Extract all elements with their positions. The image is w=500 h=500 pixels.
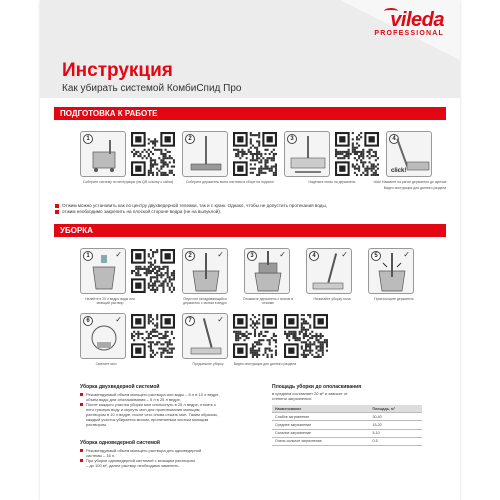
one-bucket-text: [80, 448, 280, 468]
area-line: в среднем составляет 20 м² и зависит от: [272, 391, 348, 396]
page-title: Инструкция: [62, 60, 173, 81]
clean-step-5: [368, 248, 414, 294]
table-row: [272, 437, 422, 445]
logo-sub: PROFESSIONAL: [374, 30, 444, 37]
two-bucket-heading: Уборка двухведерной системой: [80, 384, 160, 390]
clean-step-6-caption: Смените моп: [95, 362, 117, 366]
wringer-icon: [245, 249, 290, 294]
prep-note-line-1: Отжим можно установить как по центру двухведерной тележки, так и с краю. Однако, чтобы не допустить протекания воды,: [62, 203, 328, 208]
table-cell: 5-10: [369, 429, 422, 437]
clean-step-4: [306, 248, 352, 294]
page-subtitle: Как убирать системой КомбиСпид Про: [62, 83, 242, 94]
floor-mop-icon: [307, 249, 352, 294]
prep-step-4-caption: click! Нажмите на рычаг держателя до щелчка: [373, 180, 447, 184]
one-bucket-heading: Уборка одноведерной системой: [80, 440, 160, 446]
step-number: 4: [389, 134, 399, 144]
one-bucket-line: – до 100 м², далее раствор необходимо заменить.: [86, 463, 180, 468]
svg-text:click!: click!: [391, 168, 407, 174]
table-cell: Очень сильное загрязнение: [272, 437, 369, 445]
step-number: 5: [371, 251, 381, 261]
clean-qr-1: [131, 314, 175, 358]
step-number: 2: [185, 134, 195, 144]
one-bucket-line: системы – 16 л.: [86, 453, 116, 458]
check-icon: ✓: [217, 250, 224, 259]
instruction-sheet: [40, 0, 460, 500]
clean-video-caption: Видео инструкция для данного раздела: [233, 362, 297, 366]
prep-step-2-qr: [233, 132, 277, 176]
change-mop-icon: [81, 314, 126, 359]
table-cell: 15-20: [369, 421, 422, 429]
table-row: [272, 421, 422, 429]
two-bucket-line: раствором в 10 л ведре, после чего снова отжать моп. Таким образом,: [86, 412, 218, 417]
prep-step-1-qr: [131, 132, 175, 176]
area-table: [272, 405, 422, 446]
table-cell: 30-40: [369, 413, 422, 421]
prep-note-line-2: отжим необходимо закрепить на плоской стороне ведра (не на выпуклой).: [62, 209, 222, 214]
check-icon: ✓: [403, 250, 410, 259]
clean-qr-2: [233, 314, 277, 358]
prep-step-4: [386, 131, 432, 177]
area-text: [272, 391, 432, 401]
step-number: 3: [287, 134, 297, 144]
check-icon: ✓: [217, 315, 224, 324]
check-icon: ✓: [279, 250, 286, 259]
table-cell: Среднее загрязнение: [272, 421, 369, 429]
area-heading: Площадь уборки до ополаскивания: [272, 384, 362, 390]
step-number: 1: [83, 134, 93, 144]
two-bucket-line: Рекомендуемый объем моющего раствора или воды – 8 л в 10 л ведре,: [80, 392, 280, 397]
section-cleaning-bar: УБОРКА: [54, 224, 446, 237]
clean-step-2-caption: Опустите складывающийся держатель с мопом в ведро: [183, 297, 227, 305]
logo-swoosh-icon: [384, 8, 398, 14]
one-bucket-line: Рекомендуемый объем моющего раствора для одноведерной: [80, 448, 280, 453]
area-line: степени загрязнения:: [272, 396, 312, 401]
prep-step-3-caption: Наденьте мопы на держатель: [308, 180, 356, 184]
step-number: 4: [309, 251, 319, 261]
step-number: 3: [247, 251, 257, 261]
two-bucket-line: раствором.: [86, 422, 107, 427]
prep-step-1: [80, 131, 126, 177]
trolley-icon: [81, 132, 126, 177]
check-icon: ✓: [341, 250, 348, 259]
prep-step-3-qr: [335, 132, 379, 176]
clean-step-5-caption: Прополощите держатель: [374, 297, 414, 301]
prep-step-2: [182, 131, 228, 177]
clean-step-1-caption: Налейте в 25 л ведро воды или моющий раствор: [85, 297, 135, 305]
prep-step-2-caption: Соберите держатель мопа системы в сборе на подносе: [186, 180, 274, 184]
col-name: Наименование: [272, 405, 369, 413]
one-bucket-line: При уборке одноведерной системой с моющим раствором: [80, 458, 280, 463]
mop-holder-icon: [183, 132, 228, 177]
two-bucket-line: каждый участок убирается мопом, пропитанным чистым моющим: [86, 417, 209, 422]
two-bucket-line: него грязную воду и окунуть моп для пропитывания моющим: [86, 407, 200, 412]
bucket-icon: [81, 249, 126, 294]
click-lever-icon: [387, 132, 432, 177]
clean-step-1-qr: [131, 249, 175, 293]
section-prep-bar: ПОДГОТОВКА К РАБОТЕ: [54, 107, 446, 120]
two-bucket-line: После каждого участка уборки моп ополоснуть в 25 л ведре, отжать с: [80, 402, 280, 407]
table-row: [272, 413, 422, 421]
two-bucket-text: [80, 392, 280, 427]
two-bucket-line: объем воды для ополаскивания – 5 л в 25 л ведре.: [86, 397, 182, 402]
mop-pad-icon: [285, 132, 330, 177]
rinse-icon: [369, 249, 414, 294]
table-cell: Сильное загрязнение: [272, 429, 369, 437]
col-area: Площадь, м²: [369, 405, 422, 413]
clean-step-6: [80, 313, 126, 359]
table-cell: 0-5: [369, 437, 422, 445]
table-cell: Слабое загрязнение: [272, 413, 369, 421]
clean-step-4-caption: Начинайте уборку пола: [313, 297, 351, 301]
clean-step-1: [80, 248, 126, 294]
clean-step-7: [182, 313, 228, 359]
clean-step-2: [182, 248, 228, 294]
vileda-logo: [374, 10, 444, 38]
clean-step-3: [244, 248, 290, 294]
prep-step-1-caption: Соберите систему по инструкции (см QR-ссылку с сайта): [82, 180, 174, 184]
table-header-row: [272, 405, 422, 413]
clean-step-3-caption: Отожмите держатель с мопом в отжиме: [242, 297, 294, 305]
logo-brand: vileda: [390, 9, 444, 31]
step-number: 2: [185, 251, 195, 261]
clean-qr-3: [284, 314, 328, 358]
step-number: 6: [83, 316, 93, 326]
prep-step-3: [284, 131, 330, 177]
check-icon: ✓: [115, 250, 122, 259]
clean-step-7-caption: Продолжите уборку: [192, 362, 224, 366]
prep-video-caption: Видео инструкция для данного раздела: [383, 186, 447, 190]
step-number: 7: [185, 316, 195, 326]
check-icon: ✓: [115, 315, 122, 324]
step-number: 1: [83, 251, 93, 261]
table-row: [272, 429, 422, 437]
dip-mop-icon: [183, 249, 228, 294]
continue-mop-icon: [183, 314, 228, 359]
